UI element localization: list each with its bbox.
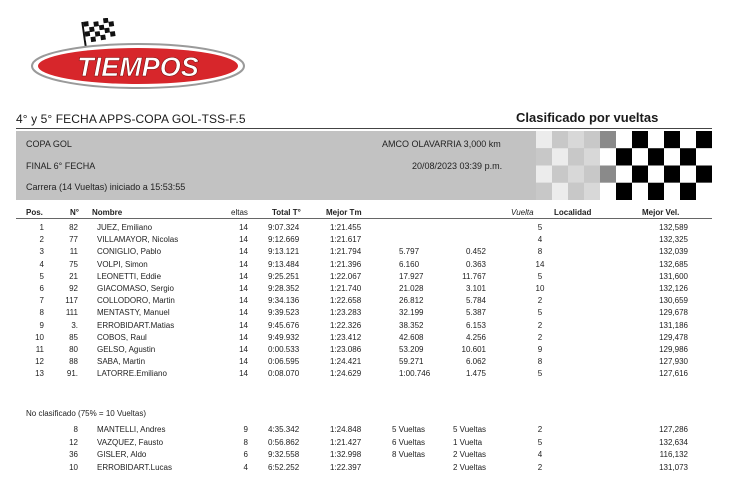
result-speed: 129,678	[659, 308, 688, 318]
result-laps: 14	[239, 357, 248, 367]
result-pos: 2	[39, 235, 44, 245]
result-best-lap: 5	[537, 271, 543, 281]
result-name: GIACOMASO, Sergio	[97, 284, 174, 293]
result-gap-first: 21.028	[399, 284, 424, 293]
result-num: 11	[69, 247, 78, 257]
col-total: Total T°	[272, 208, 301, 217]
result-speed: 132,039	[659, 247, 688, 257]
result-num: 77	[69, 235, 78, 245]
banner-session: FINAL 6° FECHA	[26, 161, 96, 171]
result-pos: 11	[35, 345, 44, 354]
table-row	[0, 272, 730, 283]
nc-num: 36	[69, 450, 78, 460]
col-best: Mejor Tm	[326, 208, 362, 217]
result-laps: 14	[239, 271, 248, 281]
table-row	[0, 369, 730, 380]
result-gap-first: 6.160	[399, 259, 420, 269]
result-best-lap: 8	[537, 357, 543, 367]
nc-best: 1:21.427	[330, 437, 362, 447]
result-gap-prev: 10.601	[461, 345, 486, 354]
result-best-lap: 5	[537, 223, 543, 232]
logo-text: TIEMPOS	[77, 52, 199, 82]
result-pos: 4	[39, 259, 44, 269]
nc-best: 1:22.397	[330, 462, 362, 472]
result-gap-first: 38.352	[399, 320, 424, 330]
result-best: 1:23.283	[330, 308, 362, 318]
result-gap-first: 53.209	[399, 345, 424, 354]
result-gap-prev: 11.767	[462, 271, 486, 281]
col-locality: Localidad	[554, 208, 592, 217]
result-laps: 14	[239, 223, 248, 232]
result-best: 1:21.740	[330, 284, 362, 293]
result-num: 75	[69, 259, 78, 269]
result-speed: 131,186	[659, 320, 688, 330]
result-best: 1:21.396	[330, 259, 362, 269]
result-best-lap: 5	[537, 369, 543, 379]
race-info-banner	[16, 131, 712, 200]
result-laps: 14	[239, 369, 248, 379]
result-num: 82	[69, 223, 78, 232]
table-row	[0, 235, 730, 246]
table-row	[0, 438, 730, 449]
nc-gap-first: 8 Vueltas	[392, 450, 426, 460]
col-laps: eltas	[231, 208, 248, 217]
nc-name: MANTELLI, Andres	[97, 425, 166, 434]
nc-gap-prev: 5 Vueltas	[453, 425, 487, 434]
nc-gap-first: 6 Vueltas	[392, 437, 426, 447]
result-best: 1:22.326	[330, 320, 362, 330]
result-pos: 7	[39, 296, 44, 306]
classification-title: Clasificado por vueltas	[516, 110, 659, 125]
result-gap-first: 17.927	[399, 271, 424, 281]
result-name: VOLPI, Simon	[97, 259, 148, 269]
nc-speed: 116,132	[659, 450, 688, 460]
banner-circuit: AMCO OLAVARRIA 3,000 km	[382, 139, 501, 149]
nc-laps: 8	[243, 437, 248, 447]
result-name: GELSO, Agustin	[97, 345, 156, 354]
result-laps: 14	[239, 296, 248, 306]
result-name: SABA, Martin	[97, 357, 146, 367]
banner-category: COPA GOL	[26, 139, 72, 149]
nc-total: 4:35.342	[268, 425, 300, 434]
nc-num: 10	[69, 462, 78, 472]
result-gap-prev: 4.256	[465, 332, 486, 342]
result-total: 9:45.676	[268, 320, 300, 330]
result-speed: 129,986	[659, 345, 688, 354]
result-best-lap: 2	[537, 332, 543, 342]
result-num: 92	[69, 284, 78, 293]
nc-gap-prev: 2 Vueltas	[453, 462, 487, 472]
title-divider	[16, 128, 712, 129]
result-total: 9:13.484	[268, 259, 300, 269]
table-row	[0, 308, 730, 319]
nc-num: 8	[73, 425, 78, 434]
nc-name: GISLER, Aldo	[97, 450, 147, 460]
result-best: 1:23.086	[330, 345, 362, 354]
checkered-pattern	[536, 131, 712, 200]
result-name: VILLAMAYOR, Nicolas	[97, 235, 179, 245]
result-gap-prev: 0.452	[465, 247, 486, 257]
result-laps: 14	[239, 320, 248, 330]
nc-speed: 132,634	[659, 437, 688, 447]
result-best-lap: 8	[537, 247, 543, 257]
nc-laps: 9	[243, 425, 248, 434]
result-laps: 14	[239, 284, 248, 293]
result-best-lap: 14	[535, 259, 545, 269]
result-laps: 14	[239, 308, 248, 318]
result-speed: 131,600	[659, 271, 688, 281]
result-gap-prev: 5.387	[465, 308, 486, 318]
result-num: 3.	[71, 320, 78, 330]
result-best: 1:21.617	[330, 235, 362, 245]
result-gap-prev: 6.153	[465, 320, 486, 330]
result-total: 9:07.324	[268, 223, 300, 232]
table-row	[0, 450, 730, 461]
not-classified-label: No clasificado (75% = 10 Vueltas)	[26, 409, 146, 418]
result-total: 0:00.533	[268, 345, 300, 354]
col-name: Nombre	[92, 208, 123, 217]
col-best-lap: Vuelta	[511, 208, 534, 217]
result-best-lap: 2	[537, 296, 543, 306]
nc-speed: 131,073	[659, 462, 688, 472]
result-laps: 14	[239, 247, 248, 257]
result-speed: 127,616	[659, 369, 688, 379]
result-gap-first: 5.797	[399, 247, 420, 257]
nc-total: 9:32.558	[268, 450, 300, 460]
result-gap-prev: 0.363	[465, 259, 486, 269]
result-name: JUEZ, Emiliano	[97, 223, 153, 232]
result-speed: 129,478	[659, 332, 688, 342]
result-total: 0:08.070	[268, 369, 300, 379]
result-total: 0:06.595	[268, 357, 300, 367]
result-pos: 5	[39, 271, 44, 281]
result-best: 1:23.412	[330, 332, 362, 342]
result-num: 21	[69, 271, 78, 281]
result-pos: 1	[39, 223, 44, 232]
result-best: 1:24.629	[330, 369, 362, 379]
col-num: N°	[70, 208, 79, 217]
table-row	[0, 345, 730, 356]
result-gap-prev: 1.475	[465, 369, 486, 379]
result-pos: 12	[35, 357, 44, 367]
result-speed: 132,126	[659, 284, 688, 293]
nc-best: 1:32.998	[330, 450, 362, 460]
table-row	[0, 247, 730, 258]
nc-best-lap: 2	[537, 462, 543, 472]
table-row	[0, 284, 730, 295]
result-speed: 130,659	[659, 296, 688, 306]
result-best: 1:21.794	[330, 247, 362, 257]
nc-laps: 6	[243, 450, 248, 460]
result-gap-prev: 3.101	[465, 284, 486, 293]
result-gap-first: 1:00.746	[399, 369, 431, 379]
result-pos: 8	[39, 308, 44, 318]
result-laps: 14	[239, 332, 248, 342]
result-best-lap: 2	[537, 320, 543, 330]
result-speed: 127,930	[659, 357, 688, 367]
result-name: MENTASTY, Manuel	[97, 308, 170, 318]
tiempos-logo	[30, 18, 246, 90]
nc-total: 6:52.252	[268, 462, 300, 472]
table-row	[0, 357, 730, 368]
result-num: 111	[65, 308, 78, 318]
result-total: 9:28.352	[268, 284, 300, 293]
result-pos: 3	[39, 247, 44, 257]
result-speed: 132,325	[659, 235, 688, 245]
table-row	[0, 260, 730, 271]
nc-gap-prev: 2 Vueltas	[453, 450, 487, 460]
nc-num: 12	[69, 437, 78, 447]
result-name: ERROBIDART.Matias	[97, 320, 175, 330]
result-pos: 9	[39, 320, 44, 330]
result-num: 117	[65, 296, 78, 306]
result-gap-first: 42.608	[399, 332, 424, 342]
table-row	[0, 223, 730, 234]
result-num: 88	[69, 357, 78, 367]
nc-gap-prev: 1 Vuelta	[453, 437, 483, 447]
result-gap-prev: 5.784	[465, 296, 486, 306]
result-best: 1:22.067	[330, 271, 362, 281]
race-title: 4° y 5° FECHA APPS-COPA GOL-TSS-F.5	[16, 112, 246, 126]
result-best: 1:22.658	[330, 296, 362, 306]
result-name: LATORRE.Emiliano	[97, 369, 167, 379]
result-laps: 14	[239, 345, 248, 354]
result-gap-first: 32.199	[399, 308, 424, 318]
nc-best-lap: 4	[537, 450, 543, 460]
nc-best: 1:24.848	[330, 425, 362, 434]
result-best-lap: 10	[535, 284, 545, 293]
table-row	[0, 296, 730, 307]
result-speed: 132,685	[659, 259, 688, 269]
nc-name: ERROBIDART.Lucas	[97, 462, 172, 472]
result-best-lap: 9	[537, 345, 543, 354]
result-num: 80	[69, 345, 78, 354]
result-best-lap: 4	[537, 235, 543, 245]
result-gap-first: 59.271	[399, 357, 424, 367]
result-gap-first: 26.812	[399, 296, 424, 306]
table-row	[0, 425, 730, 436]
nc-speed: 127,286	[659, 425, 688, 434]
result-best: 1:24.421	[330, 357, 362, 367]
result-total: 9:34.136	[268, 296, 300, 306]
result-name: COLLODORO, Martin	[97, 296, 175, 306]
nc-laps: 4	[243, 462, 248, 472]
result-pos: 10	[35, 332, 44, 342]
table-row	[0, 321, 730, 332]
header-divider	[16, 218, 712, 219]
result-total: 9:25.251	[268, 271, 300, 281]
result-total: 9:13.121	[268, 247, 300, 257]
result-pos: 6	[39, 284, 44, 293]
result-name: COBOS, Raul	[97, 332, 147, 342]
result-total: 9:39.523	[268, 308, 300, 318]
result-laps: 14	[239, 259, 248, 269]
nc-gap-first: 5 Vueltas	[392, 425, 426, 434]
result-num: 91.	[66, 369, 78, 379]
result-best-lap: 5	[537, 308, 543, 318]
result-total: 9:12.669	[268, 235, 300, 245]
result-best: 1:21.455	[330, 223, 362, 232]
nc-name: VAZQUEZ, Fausto	[97, 437, 164, 447]
result-speed: 132,589	[659, 223, 688, 232]
banner-datetime: 20/08/2023 03:39 p.m.	[412, 161, 503, 171]
result-gap-prev: 6.062	[465, 357, 486, 367]
result-name: LEONETTI, Eddie	[97, 271, 162, 281]
result-num: 85	[69, 332, 78, 342]
col-pos: Pos.	[26, 208, 43, 217]
nc-total: 0:56.862	[268, 437, 300, 447]
result-name: CONIGLIO, Pablo	[97, 247, 162, 257]
nc-best-lap: 2	[537, 425, 543, 434]
result-total: 9:49.932	[268, 332, 300, 342]
table-row	[0, 333, 730, 344]
nc-best-lap: 5	[537, 437, 543, 447]
result-laps: 14	[239, 235, 248, 245]
table-row	[0, 463, 730, 474]
col-best-speed: Mejor Vel.	[642, 208, 680, 217]
result-pos: 13	[35, 369, 44, 379]
banner-start-info: Carrera (14 Vueltas) iniciado a 15:53:55	[26, 182, 186, 192]
